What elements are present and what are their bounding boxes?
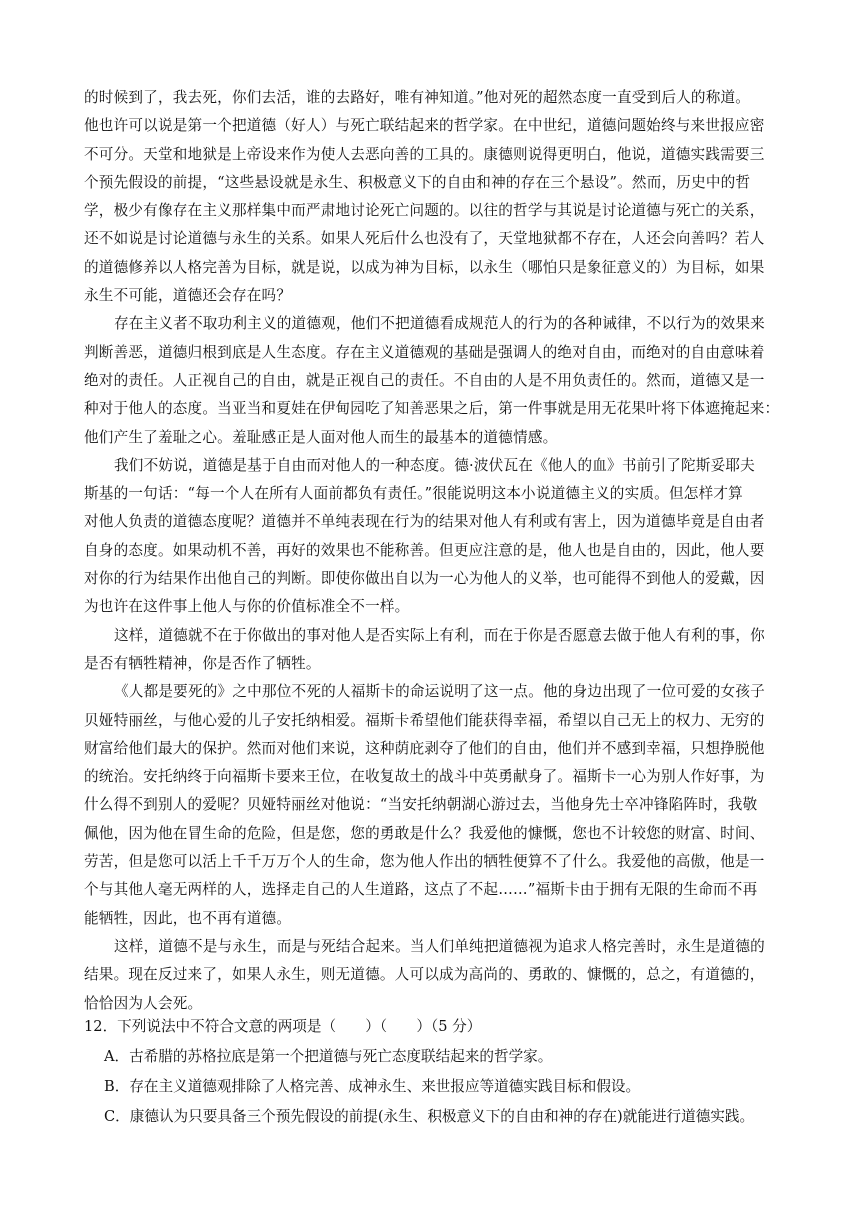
text-line: 斯基的一句话：“每一个人在所有人面前都负有责任。”很能说明这本小说道德主义的实质。但怎样才算 bbox=[84, 485, 743, 503]
text-line: 财富给他们最大的保护。然而对他们来说，这种荫庇剥夺了他们的自由，他们并不感到幸福，只想挣脱他 bbox=[84, 739, 765, 757]
question-option-c: C．康德认为只要具备三个预先假设的前提(永生、积极意义下的自由和神的存在)就能进行道德实践。 bbox=[104, 1108, 755, 1125]
text-line: 他也许可以说是第一个把道德（好人）与死亡联结起来的哲学家。在中世纪，道德问题始终与来世报应密 bbox=[84, 117, 765, 135]
text-line: 自身的态度。如果动机不善，再好的效果也不能称善。但更应注意的是，他人也是自由的，因此，他人要 bbox=[84, 541, 765, 559]
text-line: 不可分。天堂和地狱是上帝设来作为使人去恶向善的工具的。康德则说得更明白，他说，道德实践需要三 bbox=[84, 145, 765, 163]
text-line: 他们产生了羞耻之心。羞耻感正是人面对他人而生的最基本的道德情感。 bbox=[84, 428, 558, 446]
question-option-b: B．存在主义道德观排除了人格完善、成神永生、来世报应等道德实践目标和假设。 bbox=[104, 1078, 641, 1095]
text-line: 个预先假设的前提，“这些悬设就是永生、积极意义下的自由和神的存在三个悬设”。然而，历史中的哲 bbox=[84, 173, 751, 191]
text-line: 的时候到了，我去死，你们去活，谁的去路好，唯有神知道。”他对死的超然态度一直受到后人的称道。 bbox=[84, 89, 751, 106]
text-line: 绝对的责任。人正视自己的自由，就是正视自己的责任。不自由的人是不用负责任的。然而，道德又是一 bbox=[84, 371, 765, 389]
text-line: 能牺牲，因此，也不再有道德。 bbox=[84, 909, 292, 927]
text-line: 还不如说是讨论道德与永生的关系。如果人死后什么也没有了，天堂地狱都不存在，人还会向善吗？若人 bbox=[84, 230, 765, 248]
text-line: 结果。现在反过来了，如果人永生，则无道德。人可以成为高尚的、勇敢的、慷慨的，总之，有道德的， bbox=[84, 966, 765, 984]
text-line: 对你的行为结果作出他自己的判断。即使你做出自以为一心为他人的义举，也可能得不到他人的爱戴，因 bbox=[84, 570, 765, 588]
text-line: 学，极少有像存在主义那样集中而严肃地讨论死亡问题的。以往的哲学与其说是讨论道德与死亡的关系， bbox=[84, 202, 765, 220]
text-line: 的道德修养以人格完善为目标，就是说，以成为神为目标，以永生（哪怕只是象征意义的）为目标，如果 bbox=[84, 258, 765, 276]
text-line: 什么得不到别人的爱呢？贝娅特丽丝对他说：“当安托纳朝湖心游过去，当他身先士卒冲锋陷阵时，我敬 bbox=[84, 796, 758, 814]
paragraph-start-line: 《人都是要死的》之中那位不死的人福斯卡的命运说明了这一点。他的身边出现了一位可爱的女孩子 bbox=[114, 683, 765, 701]
text-line: 个与其他人毫无两样的人，选择走自己的人生道路，这点了不起……”福斯卡由于拥有无限的生命而不再 bbox=[84, 881, 758, 899]
text-line: 种对于他人的态度。当亚当和夏娃在伊甸园吃了知善恶果之后，第一件事就是用无花果叶将下体遮掩起来： bbox=[84, 400, 780, 418]
question-option-a: A．古希腊的苏格拉底是第一个把道德与死亡态度联结起来的哲学家。 bbox=[104, 1048, 553, 1065]
question-12 bbox=[84, 1012, 784, 1132]
text-line: 恰恰因为人会死。 bbox=[84, 994, 203, 1012]
paragraph-start-line: 这样，道德就不在于你做出的事对他人是否实际上有利，而在于你是否愿意去做于他人有利的事，你 bbox=[114, 626, 765, 644]
text-line: 判断善恶，道德归根到底是人生态度。存在主义道德观的基础是强调人的绝对自由，而绝对的自由意味着 bbox=[84, 343, 765, 361]
paragraph-start-line: 这样，道德不是与永生，而是与死结合起来。当人们单纯把道德视为追求人格完善时，永生是道德的 bbox=[114, 937, 765, 955]
text-line: 为也许在这件事上他人与你的价值标准全不一样。 bbox=[84, 598, 410, 616]
text-line: 劳苦，但是您可以活上千千万万个人的生命，您为他人作出的牺牲便算不了什么。我爱他的高傲，他是一 bbox=[84, 853, 765, 871]
text-line: 对他人负责的道德态度呢？道德并不单纯表现在行为的结果对他人有利或有害上，因为道德毕竟是自由者 bbox=[84, 513, 765, 531]
question-stem: 12．下列说法中不符合文意的两项是（ ）（ ）（5 分） bbox=[84, 1018, 482, 1035]
text-line: 永生不可能，道德还会存在吗？ bbox=[84, 287, 292, 305]
article-text bbox=[84, 84, 782, 1018]
text-line: 贝娅特丽丝，与他心爱的儿子安托纳相爱。福斯卡希望他们能获得幸福，希望以自己无上的权力、无穷的 bbox=[84, 711, 765, 729]
text-line: 是否有牺牲精神，你是否作了牺牲。 bbox=[84, 654, 321, 672]
paragraph-start-line: 存在主义者不取功利主义的道德观，他们不把道德看成规范人的行为的各种诫律，不以行为的效果来 bbox=[114, 315, 765, 333]
text-line: 佩他，因为他在冒生命的危险，但是您，您的勇敢是什么？我爱他的慷慨，您也不计较您的财富、时间、 bbox=[84, 824, 765, 842]
paragraph-start-line: 我们不妨说，道德是基于自由而对他人的一种态度。德·波伏瓦在《他人的血》书前引了陀斯妥耶夫 bbox=[114, 456, 755, 474]
text-line: 的统治。安托纳终于向福斯卡要来王位，在收复故土的战斗中英勇献身了。福斯卡一心为别人作好事，为 bbox=[84, 768, 765, 786]
